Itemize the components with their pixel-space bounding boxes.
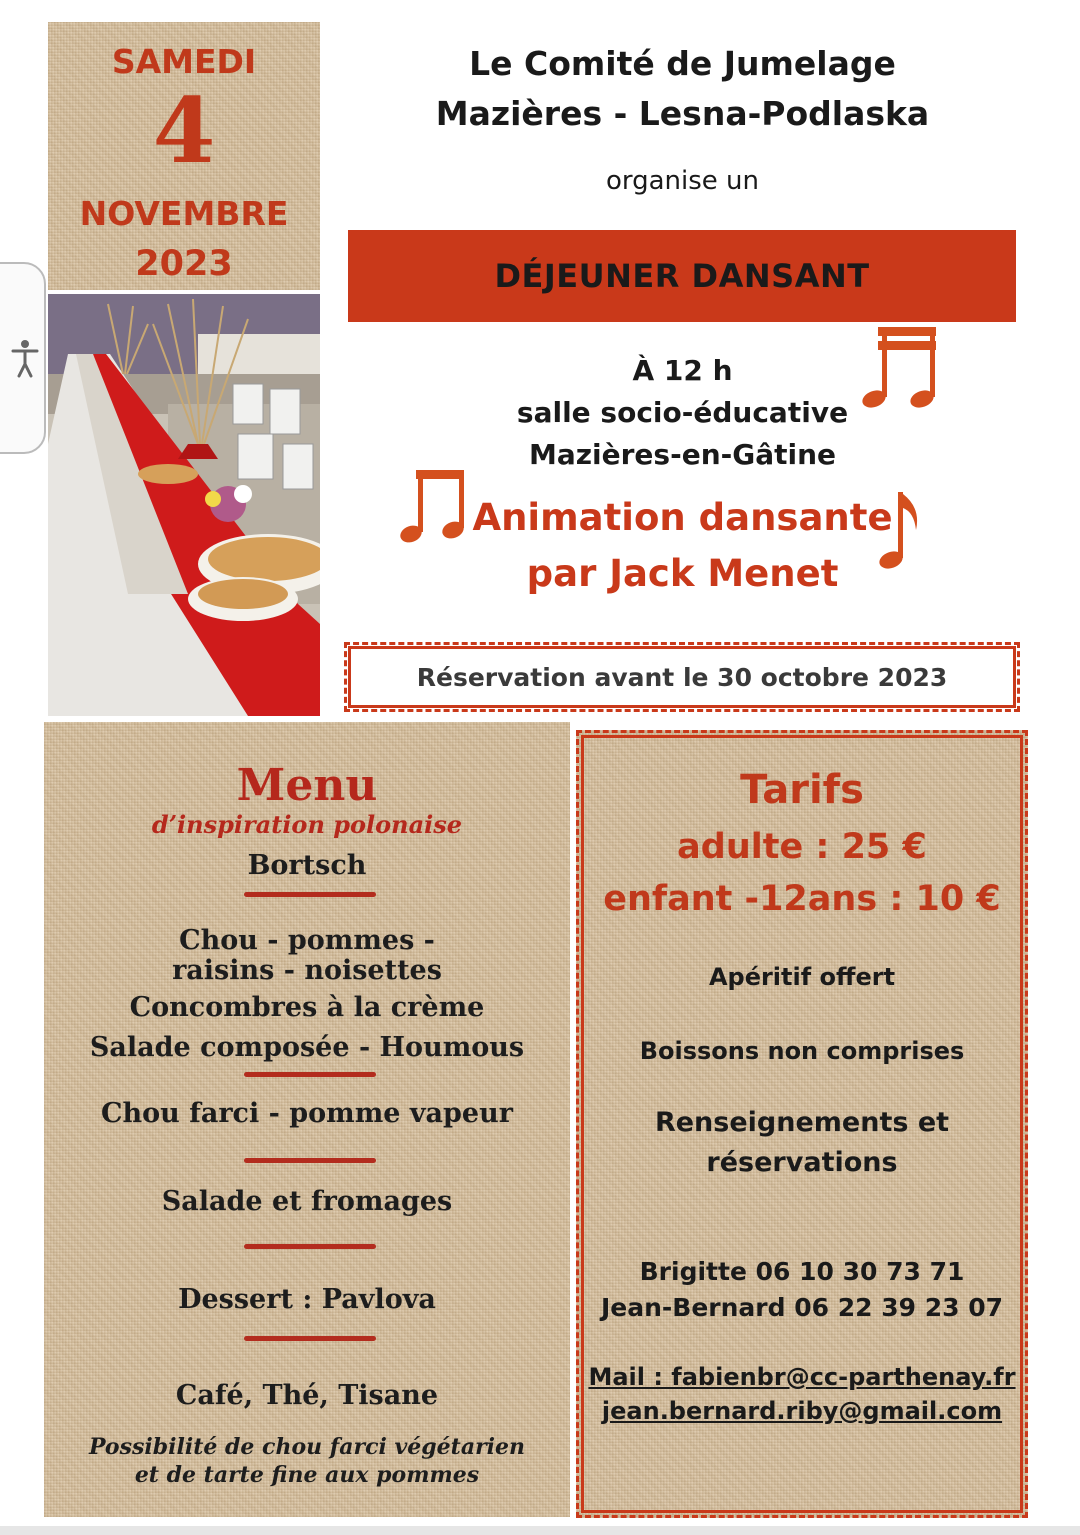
menu-item-drinks: Café, Thé, Tisane — [175, 1380, 439, 1411]
event-title: DÉJEUNER DANSANT — [494, 257, 870, 295]
organizer-line1: Le Comité de Jumelage — [469, 44, 896, 83]
reservation-deadline-box — [344, 642, 1020, 712]
menu-item-dessert: Dessert : Pavlova — [178, 1284, 436, 1315]
contact-brigitte: Brigitte 06 10 30 73 71 — [639, 1257, 965, 1286]
info-line2: réservations — [706, 1147, 898, 1178]
drinks-text: Boissons non comprises — [639, 1037, 965, 1065]
organise-text: organise un — [605, 166, 760, 196]
year: 2023 — [135, 244, 233, 284]
banquet-photo — [48, 294, 320, 716]
date-block — [48, 22, 320, 290]
menu-item-mixed-salad: Salade composée - Houmous — [89, 1032, 525, 1063]
price-adult: adulte : 25 € — [677, 827, 927, 867]
venue-line1: salle socio-éducative — [516, 396, 849, 429]
menu-note-line2: et de tarte fine aux pommes — [134, 1462, 480, 1488]
bottom-bar — [0, 1526, 1080, 1535]
contact-jean-bernard: Jean-Bernard 06 22 39 23 07 — [600, 1293, 1003, 1322]
day-number: 4 — [152, 78, 216, 184]
menu-divider — [244, 1072, 376, 1077]
menu-panel — [44, 722, 570, 1517]
menu-divider — [244, 892, 376, 897]
day-name: SAMEDI — [111, 42, 257, 81]
info-line1: Renseignements et — [654, 1107, 950, 1138]
event-title-banner — [348, 230, 1016, 322]
menu-divider — [244, 1158, 376, 1163]
menu-item-salad-a: Chou - pommes - — [179, 925, 435, 956]
tarifs-panel — [576, 730, 1028, 1518]
event-time: À 12 h — [632, 354, 733, 387]
menu-item-cucumber: Concombres à la crème — [129, 992, 485, 1023]
aperitif-text: Apéritif offert — [708, 963, 896, 991]
accessibility-handle[interactable] — [0, 262, 46, 454]
animation-line2: par Jack Menet — [526, 552, 839, 595]
menu-item-cheese: Salade et fromages — [161, 1186, 453, 1217]
menu-subtitle: d’inspiration polonaise — [151, 810, 463, 839]
animation-line1: Animation dansante — [472, 496, 893, 539]
menu-title: Menu — [236, 760, 378, 811]
venue-line2: Mazières-en-Gâtine — [528, 438, 837, 471]
menu-item-soup: Bortsch — [247, 850, 367, 881]
reservation-deadline: Réservation avant le 30 octobre 2023 — [416, 662, 948, 692]
mail-link-2[interactable]: jean.bernard.riby@gmail.com — [601, 1397, 1003, 1425]
mail-link-1[interactable]: Mail : fabienbr@cc-parthenay.fr — [588, 1363, 1016, 1391]
accessibility-icon[interactable] — [10, 338, 40, 378]
menu-item-salad-b: raisins - noisettes — [172, 955, 442, 986]
menu-divider — [244, 1244, 376, 1249]
month: NOVEMBRE — [79, 194, 289, 233]
menu-divider — [244, 1336, 376, 1341]
menu-item-main: Chou farci - pomme vapeur — [101, 1098, 513, 1129]
menu-note-line1: Possibilité de chou farci végétarien — [88, 1434, 526, 1460]
tarifs-title: Tarifs — [740, 767, 864, 813]
price-child: enfant -12ans : 10 € — [603, 879, 1001, 919]
organizer-line2: Mazières - Lesna-Podlaska — [435, 94, 930, 133]
